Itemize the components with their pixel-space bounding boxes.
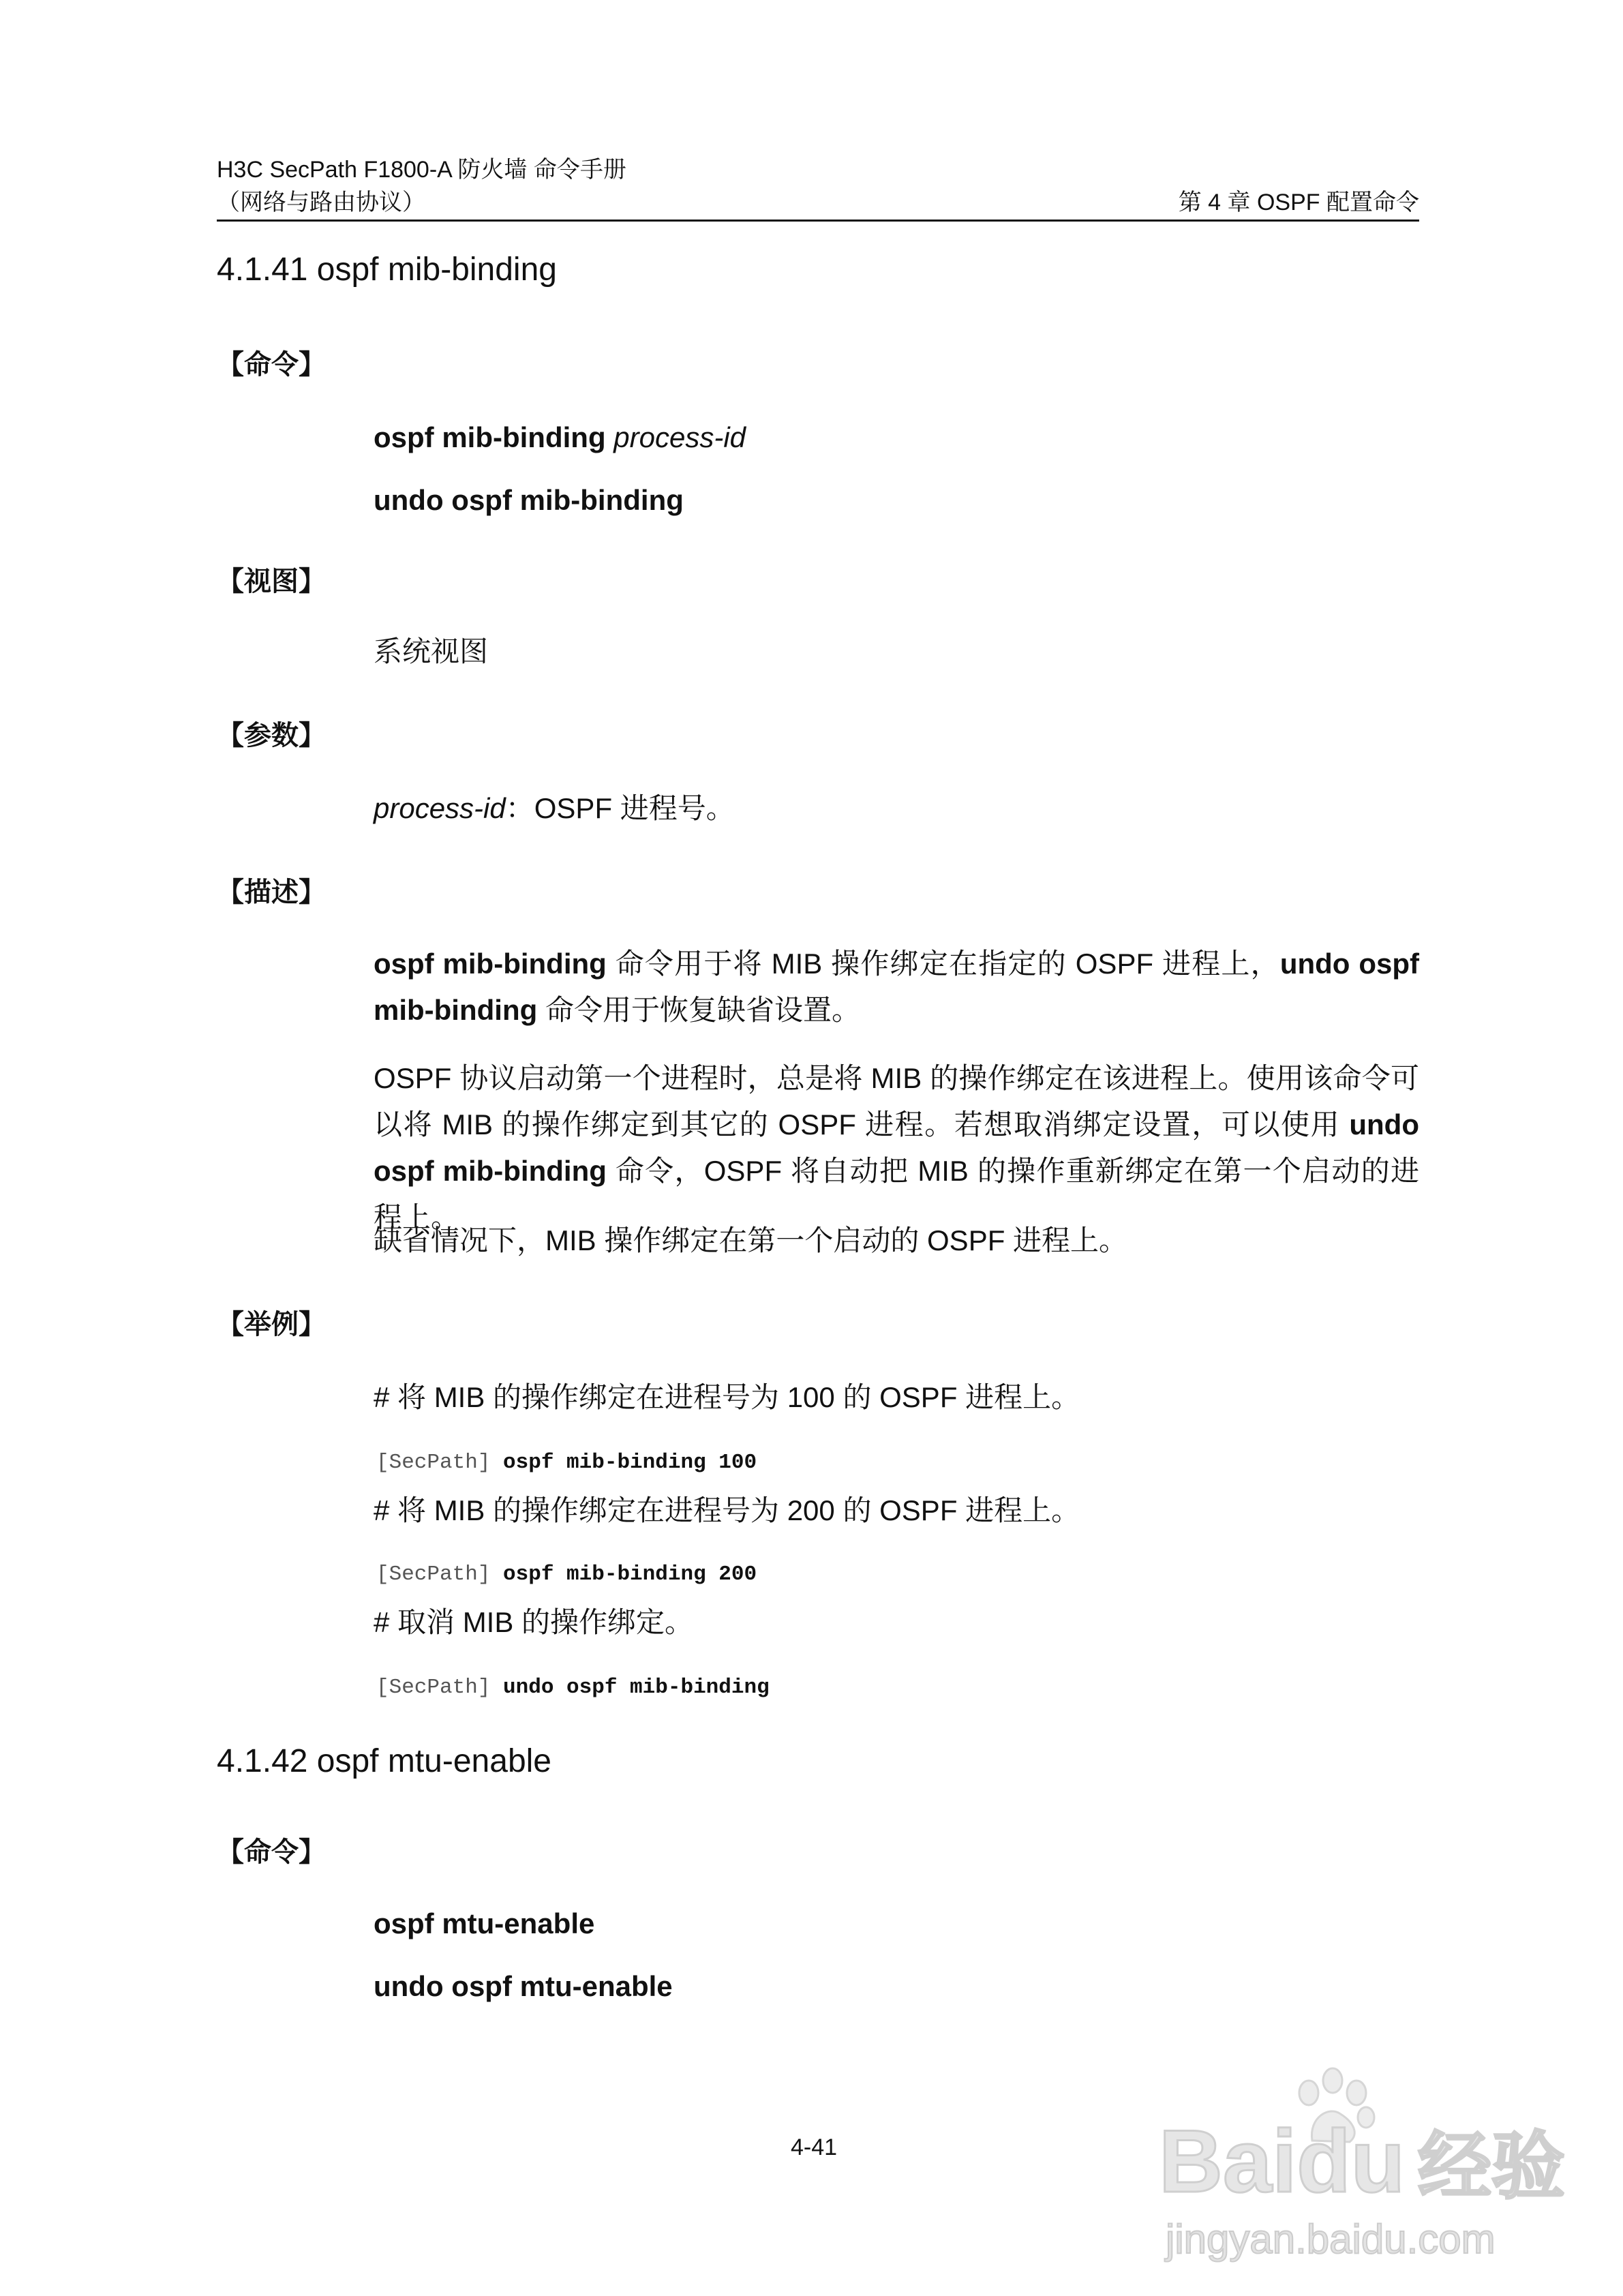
header-chapter: 第 4 章 OSPF 配置命令 [1178,190,1419,215]
command-syntax [374,420,746,455]
header-doc-subtitle: （网络与路由协议） [217,190,425,215]
text-run: 命令用于恢复缺省设置。 [537,994,860,1026]
example-3-code: [SecPath] undo ospf mib-binding [376,1676,770,1700]
view-text: 系统视图 [374,635,489,667]
page-number: 4-41 [791,2134,838,2160]
text-run: 命令，OSPF 将自动把 MIB 的操作重新绑定在第一个启动的进程上。 [374,1155,1419,1233]
parameter-name: process-id [374,792,506,824]
section-title-mtu-enable: 4.1.42 ospf mtu-enable [217,1743,551,1779]
text-run: undo ospf mib-binding [374,948,1420,1026]
label-command-2: 【命令】 [217,1837,326,1867]
baidu-logo-text: Baidu [1159,2111,1406,2211]
text-run: 命令用于将 MIB 操作绑定在指定的 OSPF 进程上， [606,948,1280,980]
label-example: 【举例】 [217,1310,326,1340]
header-rule [217,220,1419,222]
description-paragraph-2 [374,1055,1419,1241]
command-param: process-id [613,421,746,453]
label-view: 【视图】 [217,567,326,596]
command-undo-syntax: undo ospf mib-binding [374,484,684,516]
label-description: 【描述】 [217,877,326,907]
example-3-comment: # 取消 MIB 的操作绑定。 [374,1606,694,1638]
text-run: OSPF 协议启动第一个进程时，总是将 MIB 的操作绑定在该进程上。使用该命令可以将 MIB 的操作绑定到其它的 OSPF 进程。若想取消绑定设置，可以使用 [374,1062,1419,1141]
baidu-url: jingyan.baidu.com [1166,2216,1496,2262]
example-2-comment: # 将 MIB 的操作绑定在进程号为 200 的 OSPF 进程上。 [374,1494,1080,1526]
command-mtu-enable: ospf mtu-enable [374,1907,595,1939]
command-undo-mtu-enable: undo ospf mtu-enable [374,1970,673,2002]
label-parameters: 【参数】 [217,721,326,751]
section-title-mib-binding: 4.1.41 ospf mib-binding [217,252,557,288]
header-doc-title: H3C SecPath F1800-A 防火墙 命令手册 [217,157,626,183]
example-1-comment: # 将 MIB 的操作绑定在进程号为 100 的 OSPF 进程上。 [374,1381,1080,1413]
text-run: undo ospf mib-binding [374,1108,1419,1187]
baidu-logo-cn: 经验 [1418,2125,1566,2207]
example-2-code: [SecPath] ospf mib-binding 200 [376,1562,757,1586]
parameter-line [374,785,735,832]
example-1-code: [SecPath] ospf mib-binding 100 [376,1451,757,1475]
label-command: 【命令】 [217,350,326,380]
description-paragraph-3: 缺省情况下，MIB 操作绑定在第一个启动的 OSPF 进程上。 [374,1224,1128,1256]
text-run: ospf mib-binding [374,948,607,980]
parameter-desc: ：OSPF 进程号。 [505,792,735,824]
command-keyword: ospf mib-binding [374,421,606,453]
description-paragraph-1 [374,941,1419,1033]
